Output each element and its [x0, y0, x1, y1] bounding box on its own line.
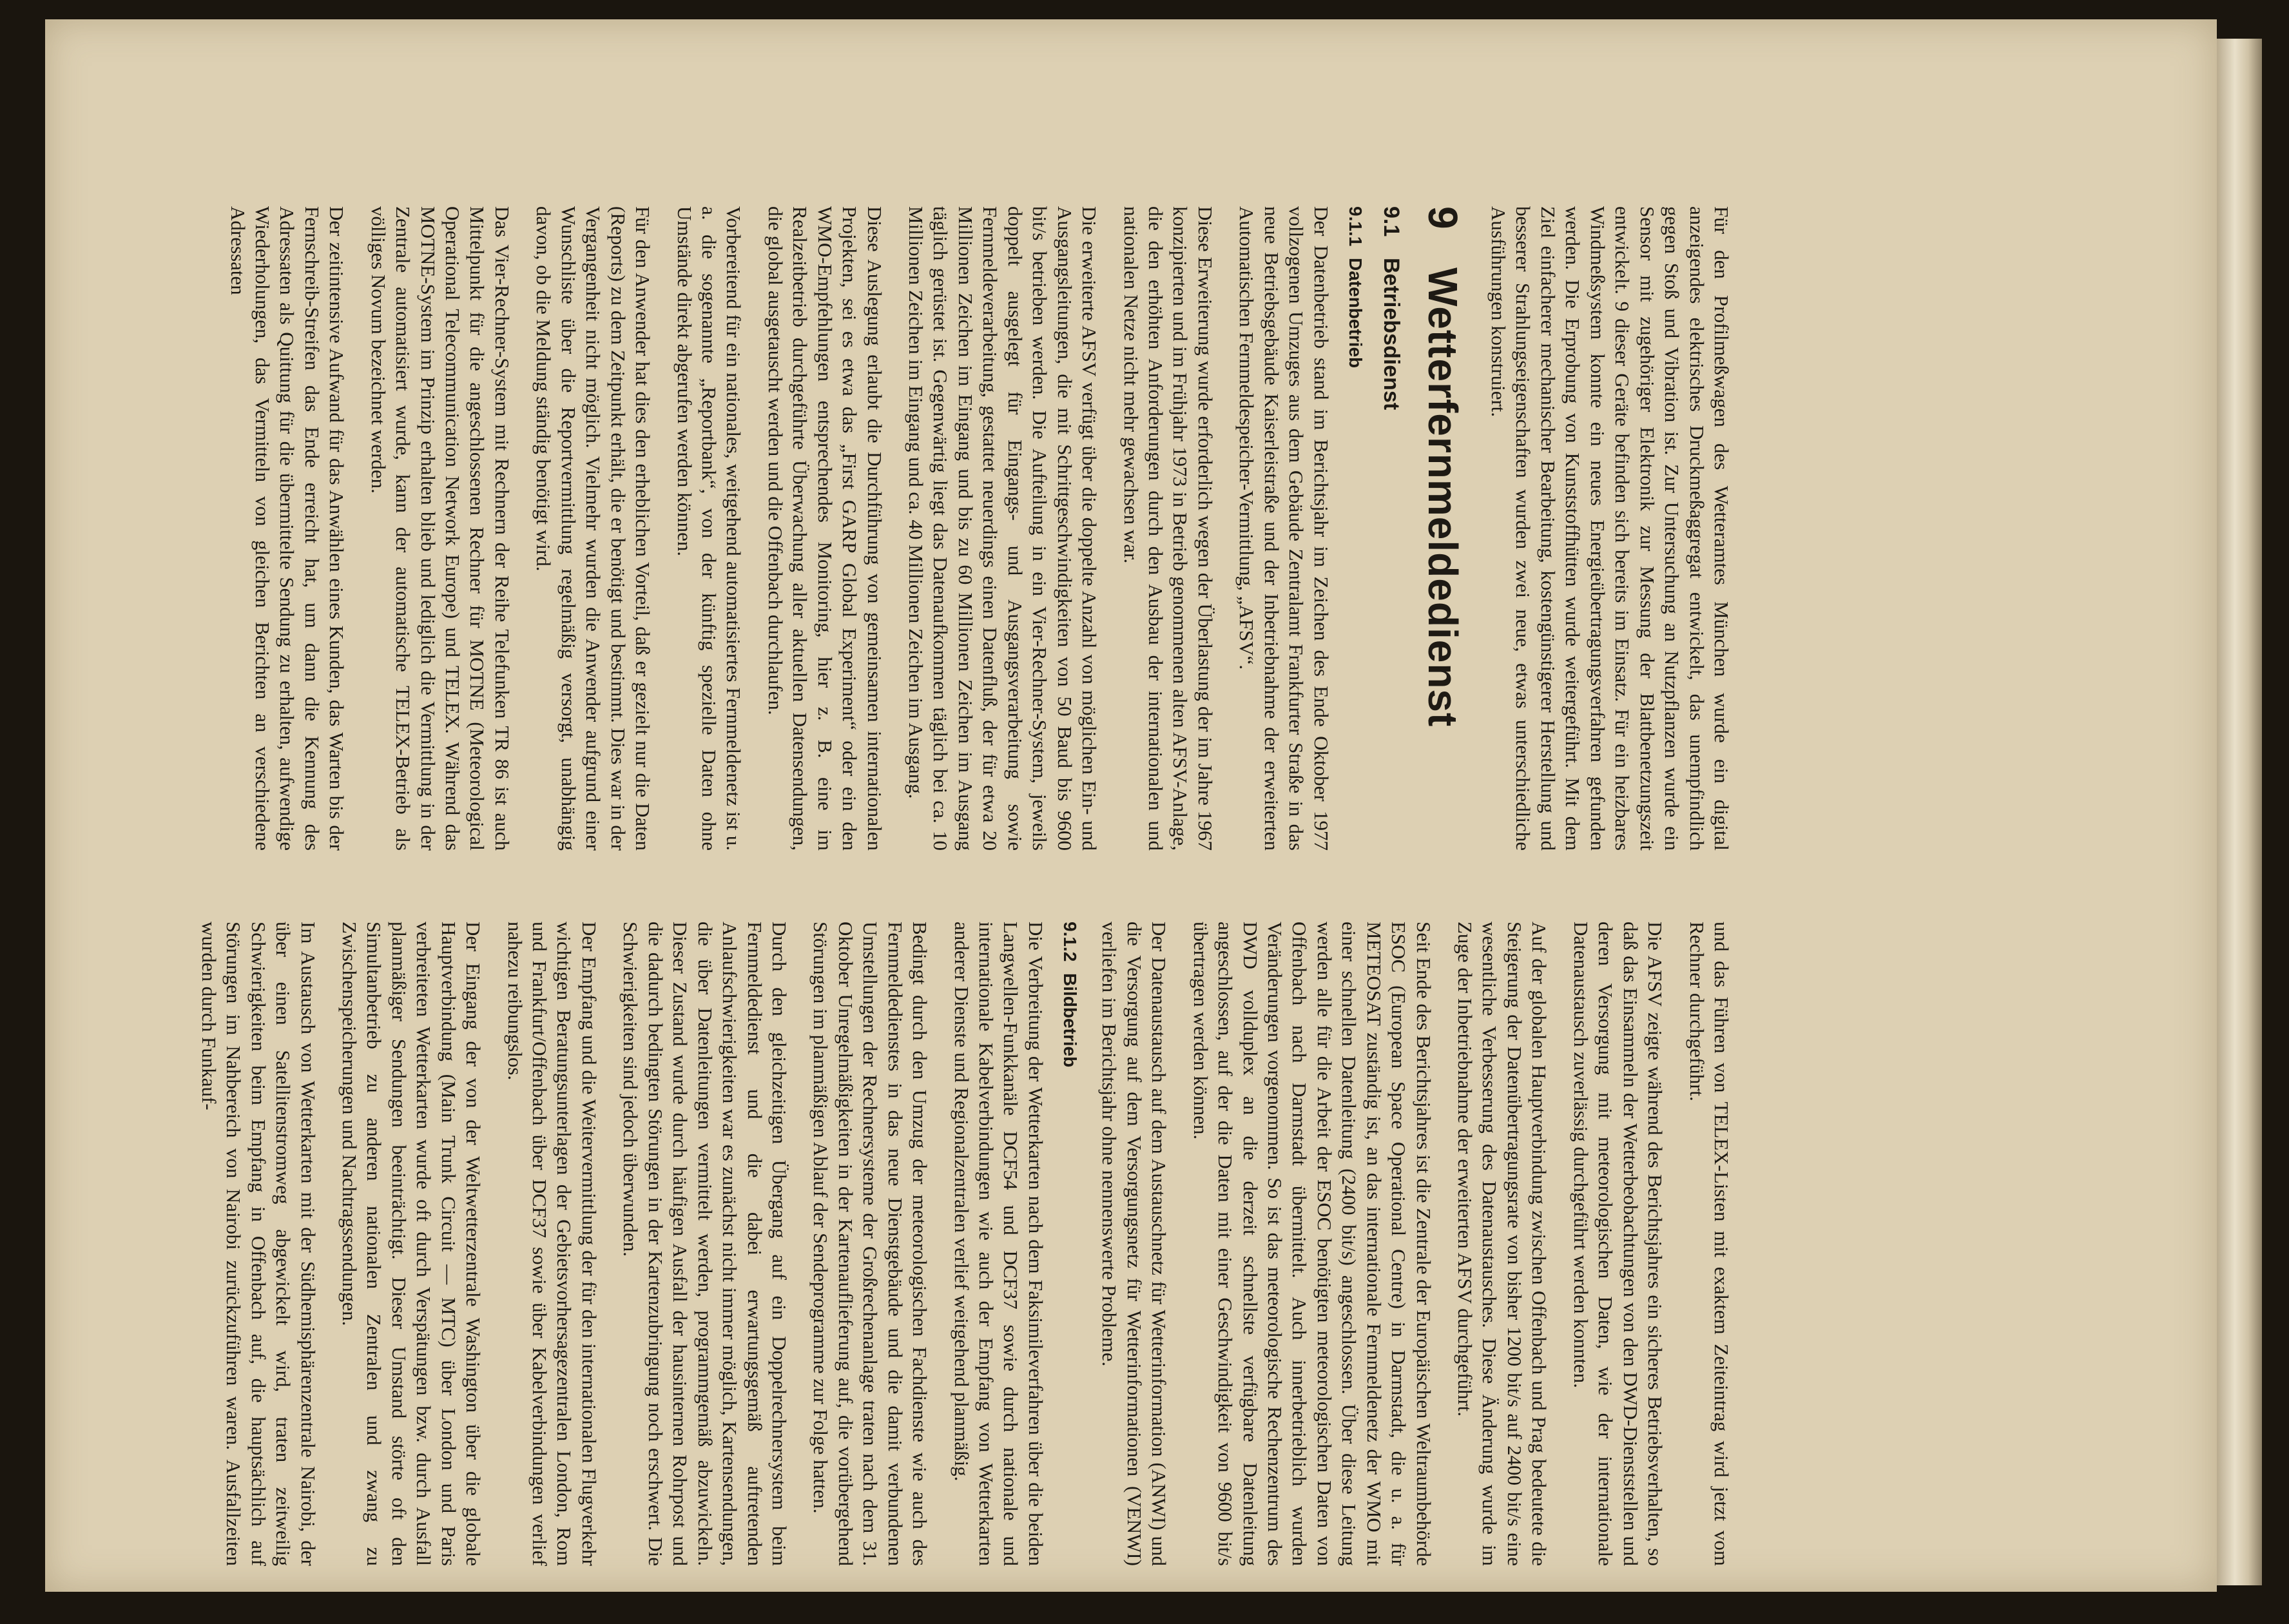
subsection-heading: [1345, 206, 1366, 851]
left-column: [0, 206, 1734, 851]
right-column: [0, 922, 1734, 1566]
paragraph: Die AFSV zeigte während des Berichtsjahres ein sicheres Betriebsverhalten, so daß das Einsammeln der Wetterbeobachtungen von den DWD-Dienststellen und deren Versorgung mit meteorologischen Daten, wie der internationale Datenaustausch zuverlässig durchgeführt werden konnten.: [1569, 922, 1667, 1566]
subsection-heading: [1059, 922, 1080, 1566]
paragraph: Das Vier-Rechner-System mit Rechnern der Reihe Telefunken TR 86 ist auch Mittelpunkt für die angeschlossenen Rechner für MOTNE (Meteorological Operational Telecommunication Network Europe) und TELEX. Während das MOTNE-System im Prinzip erhalten blieb und lediglich die Vermittlung in der Zentrale automatisiert wurde, kann der automatische TELEX-Betrieb als völliges Novum bezeichnet werden.: [367, 206, 514, 851]
paragraph: Auf der globalen Hauptverbindung zwischen Offenbach und Prag bedeutete die Steigerung der Datenübertragungsrate von bisher 1200 bit/s auf 2400 bit/s eine wesentliche Verbesserung des Datenaustausches. Diese Änderung wurde im Zuge der Inbetriebnahme der erweiterten AFSV durchgeführt.: [1454, 922, 1551, 1566]
paragraph: Bedingt durch den Umzug der meteorologischen Fachdienste wie auch des Fernmeldedienstes in das neue Dienstgebäude und die damit verbundenen Umstellungen der Rechnersysteme der Großrechenanlage traten nach dem 31. Oktober Unregelmäßigkeiten in der Kartenauflieferung auf, die vorübergehend Störungen im planmäßigen Ablauf der Sendeprogramme zur Folge hatten.: [809, 922, 932, 1566]
chapter-heading: [1419, 206, 1467, 851]
chapter-number: 9: [1419, 206, 1466, 230]
subsection-title: Bildbetrieb: [1059, 973, 1080, 1068]
paragraph: Diese Auslegung erlaubt die Durchführung von gemeinsamen internationalen Projekten, sei es etwa das „First GARP Global Experiment“ oder ein den WMO-Empfehlungen entsprechendes Monitoring, hier z. B. eine im Realzeitbetrieb durchgeführte Überwachung aller aktuellen Datensendungen, die global ausgetauscht werden und die Offenbach durchlaufen.: [764, 206, 886, 851]
section-heading: [1378, 206, 1404, 851]
rotated-page-content: [0, 206, 1734, 1566]
paragraph: Der Datenbetrieb stand im Berichtsjahr im Zeichen des Ende Oktober 1977 vollzogenen Umzuges aus dem Gebäude Zentralamt Frankfurter Straße in das neue Betriebsgebäude Kaiserleistraße und der Inbetriebnahme der erweiterten Automatischen Fernmeldespeicher-Vermittlung, „AFSV“.: [1235, 206, 1333, 851]
paragraph: Vorbereitend für ein nationales, weitgehend automatisiertes Fernmeldenetz ist u. a. die sogenannte „Reportbank“, von der künftig spezielle Daten ohne Umstände direkt abgerufen werden können.: [673, 206, 746, 851]
paragraph: Der Datenaustausch auf dem Austauschnetz für Wetterinformation (ANWI) und die Versorgung auf dem Versorgungsnetz für Wetterinformationen (VENWI) verliefen im Berichtsjahr ohne nennenswerte Probleme.: [1098, 922, 1171, 1566]
paragraph: Für den Profilmeßwagen des Wetteramtes München wurde ein digital anzeigendes elektrisches Druckmeßaggregat entwickelt, das unempfindlich gegen Stoß und Vibration ist. Zur Untersuchung an Nutzpflanzen wurde ein Sensor mit zugehöriger Elektronik zur Messung der Blattbenetzungszeit entwickelt. 9 dieser Geräte befinden sich bereits im Einsatz. Für ein heizbares Windmeßsystem konnte ein neues Energieübertragungsverfahren gefunden werden. Die Erprobung von Kunststoffhütten wurde weitergeführt. Mit dem Ziel einfacherer mechanischer Bearbeitung, kostengünstigerer Herstellung und besserer Strahlungseigenschaften wurden zwei neue, etwas unterschiedliche Ausführungen konstruiert.: [1487, 206, 1733, 851]
section-title: Betriebsdienst: [1378, 258, 1404, 411]
paragraph: Seit Ende des Berichtsjahres ist die Zentrale der Europäischen Weltraumbehörde ESOC (European Space Operational Centre) in Darmstadt, die u. a. für METEOSAT zuständig ist, an das internationale Fernmeldenetz der WMO mit einer schnellen Datenleitung (2400 bit/s) angeschlossen. Über diese Leitung werden alle für die Arbeit der ESOC benötigten meteorologischen Daten von Offenbach nach Darmstadt übermittelt. Auch innerbetrieblich wurden Veränderungen vorgenommen. So ist das meteorologische Rechenzentrum des DWD vollduplex an die derzeit schnellste verfügbare Datenleitung angeschlossen, auf der die Daten mit einer Geschwindigkeit von 9600 bit/s übertragen werden können.: [1189, 922, 1435, 1566]
subsection-number: 9.1.1: [1345, 206, 1366, 247]
book-gutter: [2217, 39, 2262, 1585]
subsection-title: Datenbetrieb: [1345, 258, 1366, 369]
chapter-title: Wetterfernmeldedienst: [1419, 267, 1466, 728]
paragraph: Der Eingang der von der Weltwetterzentrale Washington über die globale Hauptverbindung (Main Trunk Circuit — MTC) über London und Paris verbreiteten Wetterkarten wurde oft durch Verspätungen bzw. durch Ausfall planmäßiger Sendungen beeinträchtigt. Dieser Umstand störte oft den Simultanbetrieb zu anderen nationalen Zentralen und zwang zu Zwischenspeicherungen und Nachtragssendungen.: [338, 922, 485, 1566]
subsection-number: 9.1.2: [1059, 922, 1080, 962]
paragraph: Durch den gleichzeitigen Übergang auf ein Doppelrechnersystem beim Fernmeldedienst und die dabei erwartungsgemäß auftretenden Anlaufschwierigkeiten war es zunächst nicht immer möglich, Kartensendungen, die über Datenleitungen vermittelt werden, programmgemäß abzuwickeln. Dieser Zustand wurde durch häufigen Ausfall der hausinternen Rohrpost und die dadurch bedingten Störungen in der Kartenzubringung noch erschwert. Die Schwierigkeiten sind jedoch überwunden.: [619, 922, 791, 1566]
section-number: 9.1: [1378, 206, 1404, 237]
paragraph: Diese Erweiterung wurde erforderlich wegen der Überlastung der im Jahre 1967 konzipierten und im Frühjahr 1973 in Betrieb genommenen alten AFSV-Anlage, die den erhöhten Anforderungen durch den Ausbau der internationalen und nationalen Netze nicht mehr gewachsen war.: [1119, 206, 1217, 851]
paragraph: Im Austausch von Wetterkarten mit der Südhemisphärenzentrale Nairobi, der über einen Satellitenstromweg abgewickelt wird, traten zeitweilig Schwierigkeiten beim Empfang in Offenbach auf, die hauptsächlich auf Störungen im Nahbereich von Nairobi zurückzuführen waren. Ausfallzeiten wurden durch Funkauf-: [197, 922, 320, 1566]
paragraph: Die Verbreitung der Wetterkarten nach dem Faksimileverfahren über die beiden Langwellen-Funkkanäle DCF54 und DCF37 sowie durch nationale und internationale Kabelverbindungen wie auch der Empfang von Wetterkarten anderer Dienste und Regionalzentralen verlief weitgehend planmäßig.: [950, 922, 1047, 1566]
paragraph: Die erweiterte AFSV verfügt über die doppelte Anzahl von möglichen Ein- und Ausgangsleitungen, die mit Schrittgeschwindigkeiten von 50 Baud bis 9600 bit/s betrieben werden. Die Aufteilung in ein Vier-Rechner-System, jeweils doppelt ausgelegt für Eingangs- und Ausgangsverarbeitung sowie Fernmeldeverarbeitung, gestattet neuerdings einen Datenfluß, der für etwa 20 Millionen Zeichen im Eingang und bis zu 60 Millionen Zeichen im Ausgang täglich gerüstet ist. Gegenwärtig liegt das Datenaufkommen täglich bei ca. 10 Millionen Zeichen im Eingang und ca. 40 Millionen Zeichen im Ausgang.: [905, 206, 1101, 851]
paragraph: Der Empfang und die Weitervermittlung der für den internationalen Flugverkehr wichtigen Beratungsunterlagen der Gebietsvorhersagezentralen London, Rom und Frankfurt/Offenbach über DCF37 sowie über Kabelverbindungen verlief nahezu reibungslos.: [503, 922, 601, 1566]
paragraph: Der zeitintensive Aufwand für das Anwählen eines Kunden, das Warten bis der Fernschreib-Streifen das Ende erreicht hat, um dann die Kennung des Adressaten als Quittung für die übermittelte Sendung zu erhalten, aufwendige Wiederholungen, das Vermitteln von gleichen Berichten an verschiedene Adressaten: [226, 206, 349, 851]
paragraph: und das Führen von TELEX-Listen mit exaktem Zeiteintrag wird jetzt vom Rechner durchgeführt.: [1685, 922, 1733, 1566]
paragraph: Für den Anwender hat dies den erheblichen Vorteil, daß er gezielt nur die Daten (Reports) zu dem Zeitpunkt erhält, die er benötigt und bestimmt. Dies war in der Vergangenheit nicht möglich. Vielmehr wurden die Anwender aufgrund einer Wunschliste über die Reportvermittlung regelmäßig versorgt, unabhängig davon, ob die Meldung ständig benötigt wird.: [532, 206, 655, 851]
